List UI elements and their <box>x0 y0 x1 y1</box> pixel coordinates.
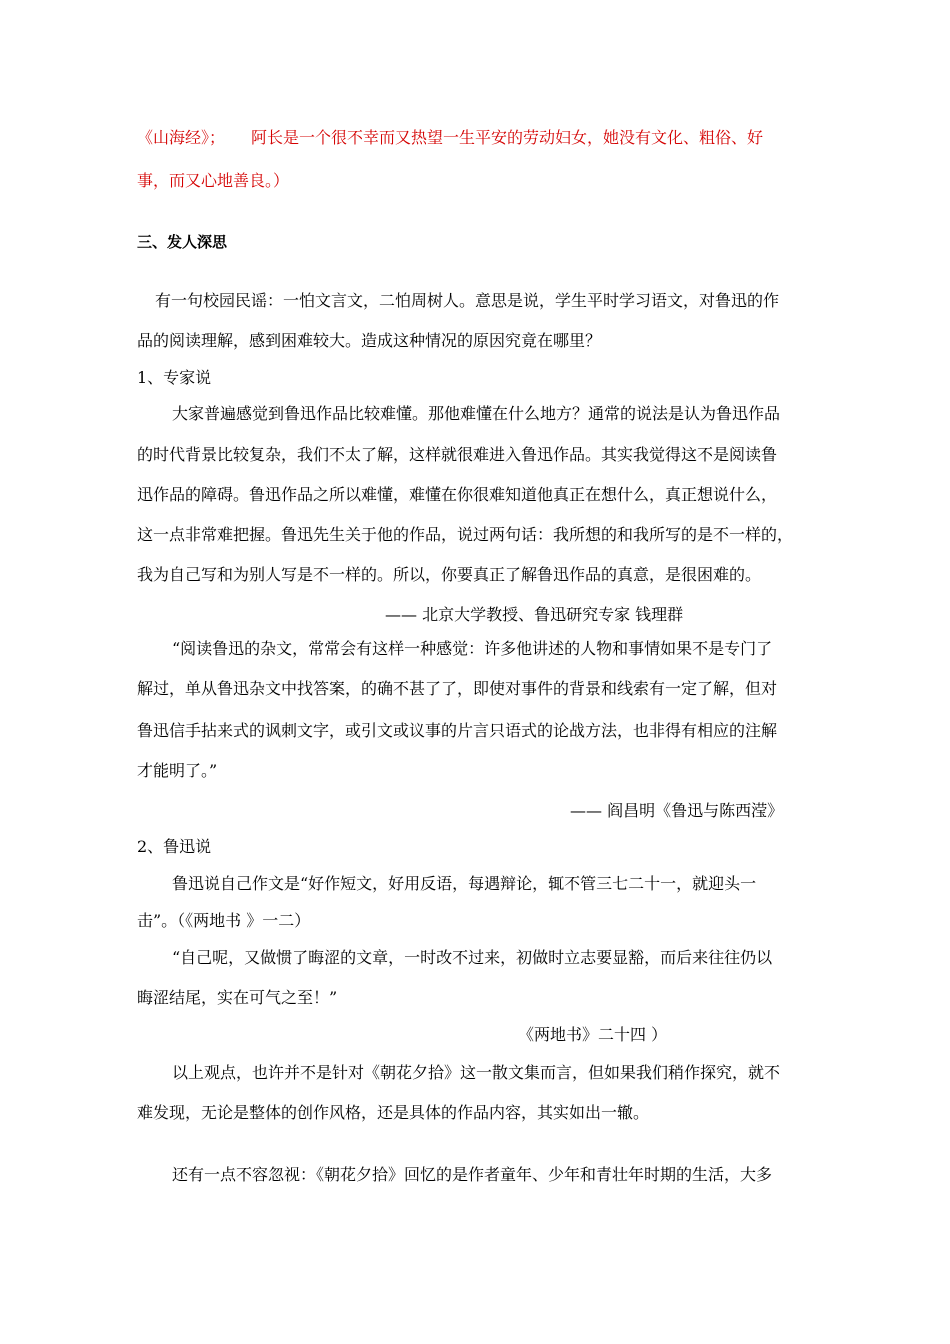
expert-p2-line-1: “阅读鲁迅的杂文，常常会有这样一种感觉：许多他讲述的人物和事情如果不是专门了 <box>172 639 773 658</box>
expert-p2-line-4: 才能明了。” <box>137 761 218 780</box>
conclusion-line-1: 以上观点，也许并不是针对《朝花夕拾》这一散文集而言，但如果我们稍作探究，就不 <box>172 1063 781 1082</box>
subheading-luxun: 2、鲁迅说 <box>137 837 212 856</box>
intro-line-1: 有一句校园民谣：一怕文言文，二怕周树人。意思是说，学生平时学习语文，对鲁迅的作 <box>155 291 780 310</box>
red-text-part-1: 《山海经》； <box>137 128 226 147</box>
last-paragraph-line-1: 还有一点不容忽视：《朝花夕拾》回忆的是作者童年、少年和青壮年时期的生活，大多 <box>172 1165 773 1184</box>
expert-p1-line-2: 的时代背景比较复杂，我们不太了解，这样就很难进入鲁迅作品。其实我觉得这不是阅读鲁 <box>137 445 778 464</box>
expert-p1-source: —— 北京大学教授、鲁迅研究专家 钱理群 <box>385 605 684 624</box>
luxun-p1-line-1: 鲁迅说自己作文是“好作短文，好用反语，每遇辩论，辄不管三七二十一，就迎头一 <box>172 874 757 893</box>
expert-p2-line-2: 解过，单从鲁迅杂文中找答案，的确不甚了了，即使对事件的背景和线索有一定了解，但对 <box>137 679 778 698</box>
luxun-p2-line-1: “自己呢，又做惯了晦涩的文章，一时改不过来，初做时立志要显豁，而后来往往仍以 <box>172 948 773 967</box>
intro-line-2: 品的阅读理解，感到困难较大。造成这种情况的原因究竟在哪里？ <box>137 331 602 350</box>
expert-p1-line-4: 这一点非常难把握。鲁迅先生关于他的作品，说过两句话：我所想的和我所写的是不一样的， <box>137 525 794 544</box>
expert-p2-source: —— 阎昌明《鲁迅与陈西滢》 <box>570 801 784 820</box>
luxun-p2-source: 《两地书》二十四 ） <box>518 1025 668 1044</box>
luxun-p2-line-2: 晦涩结尾，实在可气之至！” <box>137 988 338 1007</box>
section-heading: 三、发人深思 <box>137 233 228 251</box>
expert-p1-line-3: 迅作品的障碍。鲁迅作品之所以难懂，难懂在你很难知道他真正在想什么，真正想说什么， <box>137 485 778 504</box>
conclusion-line-2: 难发现，无论是整体的创作风格，还是具体的作品内容，其实如出一辙。 <box>137 1103 650 1122</box>
red-text-part-2: 阿长是一个很不幸而又热望一生平安的劳动妇女，她没有文化、粗俗、好 <box>251 128 764 147</box>
expert-p2-line-3: 鲁迅信手拈来式的讽刺文字，或引文或议事的片言只语式的论战方法，也非得有相应的注解 <box>137 721 778 740</box>
red-text-line-2: 事，而又心地善良。） <box>137 171 290 190</box>
red-text-line-1 <box>137 127 763 149</box>
expert-p1-line-5: 我为自己写和为别人写是不一样的。所以，你要真正了解鲁迅作品的真意，是很困难的。 <box>137 565 762 584</box>
subheading-expert: 1、专家说 <box>137 368 212 387</box>
luxun-p1-line-2: 击”。（《两地书 》一二） <box>137 911 311 930</box>
expert-p1-line-1: 大家普遍感觉到鲁迅作品比较难懂。那他难懂在什么地方？通常的说法是认为鲁迅作品 <box>172 404 781 423</box>
